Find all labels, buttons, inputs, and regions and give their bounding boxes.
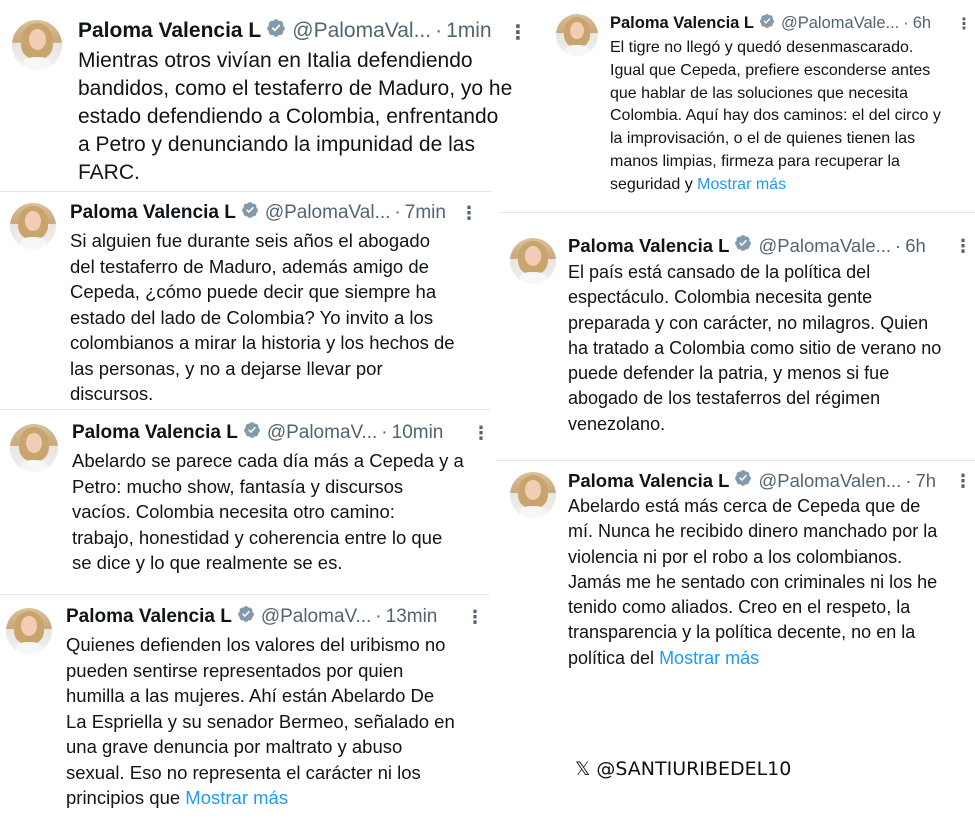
author-handle[interactable]: @PalomaV...	[266, 422, 378, 443]
timestamp[interactable]: 6h	[912, 14, 932, 32]
verified-badge-icon	[266, 18, 286, 44]
timestamp[interactable]: 7min	[404, 202, 446, 223]
verified-badge-icon	[734, 234, 752, 257]
verified-badge-icon	[759, 13, 775, 34]
author-handle[interactable]: @PalomaV...	[260, 606, 372, 627]
tweet-text: El tigre no llegó y quedó desenmascarado. Igual que Cepeda, prefiere esconderse antes que hablar de las soluciones que necesita Colombia. Aquí hay dos caminos: el del circo y la improvisación, o el de quienes tienen las manos limpias, firmeza para recuperar la seguridad y Mostrar más	[610, 39, 941, 193]
author-name[interactable]: Paloma Valencia L	[72, 422, 238, 443]
more-options-icon[interactable]: ⋮	[956, 16, 972, 33]
tweet-text: Mientras otros vivían en Italia defendiendo bandidos, como el testaferro de Maduro, yo he estado defendiendo a Colombia, enfrentando a Petro y denunciando la impunidad de las FARC.	[78, 49, 513, 184]
verified-badge-icon	[243, 421, 261, 445]
separator-dot: ·	[895, 234, 902, 256]
verified-badge-icon	[237, 605, 255, 629]
divider	[0, 191, 492, 192]
author-handle[interactable]: @PalomaValen...	[758, 469, 902, 491]
separator-dot: ·	[903, 14, 909, 32]
show-more-link[interactable]: Mostrar más	[659, 647, 760, 668]
show-more-link[interactable]: Mostrar más	[697, 175, 787, 193]
timestamp[interactable]: 10min	[391, 422, 444, 443]
show-more-link[interactable]: Mostrar más	[185, 787, 289, 808]
separator-dot: ·	[394, 202, 401, 223]
timestamp[interactable]: 6h	[905, 234, 926, 256]
author-handle[interactable]: @PalomaVal...	[292, 19, 432, 42]
tweet-text: Si alguien fue durante seis años el abogado del testaferro de Maduro, además amigo de Cepeda, ¿cómo puede decir que siempre ha estado del lado de Colombia? Yo invito a los colombianos a mirar la historia y los hechos de las personas, y no a dejarse llevar por discursos.	[70, 230, 455, 404]
timestamp[interactable]: 1min	[446, 19, 492, 42]
timestamp[interactable]: 13min	[385, 606, 438, 627]
avatar[interactable]	[510, 472, 556, 518]
more-options-icon[interactable]: ⋮	[954, 236, 972, 256]
author-name[interactable]: Paloma Valencia L	[568, 469, 730, 491]
author-handle[interactable]: @PalomaVale...	[758, 234, 892, 256]
tweet-text: El país está cansado de la política del espectáculo. Colombia necesita gente preparada y con carácter, no milagros. Quien ha tratado a Colombia como sitio de verano no puede defender la patria, y menos si fue abogado de los testaferros del régimen venezolano.	[568, 262, 942, 434]
timestamp[interactable]: 7h	[915, 469, 937, 491]
separator-dot: ·	[435, 19, 443, 42]
avatar[interactable]	[556, 14, 598, 56]
credit-watermark	[575, 758, 791, 780]
author-handle[interactable]: @PalomaVale...	[781, 14, 900, 32]
avatar[interactable]	[6, 608, 52, 654]
avatar[interactable]	[10, 203, 56, 249]
divider	[496, 460, 975, 461]
verified-badge-icon	[241, 201, 259, 225]
author-handle[interactable]: @PalomaVal...	[264, 202, 391, 223]
verified-badge-icon	[734, 469, 752, 492]
tweet-text: Abelardo se parece cada día más a Cepeda y a Petro: mucho show, fantasía y discursos vacíos. Colombia necesita otro camino: trabajo, honestidad y coherencia entre lo que se dice y lo que realmente se es.	[72, 450, 464, 573]
more-options-icon[interactable]: ⋮	[466, 607, 484, 627]
more-options-icon[interactable]: ⋮	[460, 203, 478, 223]
tweet-text: Abelardo está más cerca de Cepeda que de mí. Nunca he recibido dinero manchado por la violencia ni por el robo a los colombianos. Jamás me he sentado con criminales ni los he tenido como aliados. Creo en el respeto, la transparencia y la política decente, no en la política del Mostrar más	[568, 496, 938, 668]
x-logo-icon: 𝕏	[575, 758, 591, 780]
more-options-icon[interactable]: ⋮	[472, 423, 490, 443]
author-name[interactable]: Paloma Valencia L	[78, 19, 262, 42]
credit-handle: @SANTIURIBEDEL10	[596, 758, 792, 780]
avatar[interactable]	[10, 424, 58, 472]
author-name[interactable]: Paloma Valencia L	[610, 14, 754, 32]
author-name[interactable]: Paloma Valencia L	[568, 234, 730, 256]
divider	[0, 409, 490, 410]
avatar[interactable]	[510, 238, 556, 284]
divider	[500, 212, 975, 213]
separator-dot: ·	[375, 606, 382, 627]
divider	[0, 594, 490, 595]
more-options-icon[interactable]: ⋮	[954, 471, 972, 491]
tweet-text: Quienes defienden los valores del uribismo no pueden sentirse representados por quien humilla a las mujeres. Ahí están Abelardo De La Espriella y su senador Bermeo, señalado en una grave denuncia por maltrato y abuso sexual. Eso no representa el carácter ni los principios que Mostrar más	[66, 634, 455, 808]
separator-dot: ·	[905, 469, 912, 491]
more-options-icon[interactable]: ⋮	[508, 22, 528, 44]
author-name[interactable]: Paloma Valencia L	[66, 606, 232, 627]
author-name[interactable]: Paloma Valencia L	[70, 202, 236, 223]
separator-dot: ·	[381, 422, 388, 443]
avatar[interactable]	[12, 20, 62, 70]
